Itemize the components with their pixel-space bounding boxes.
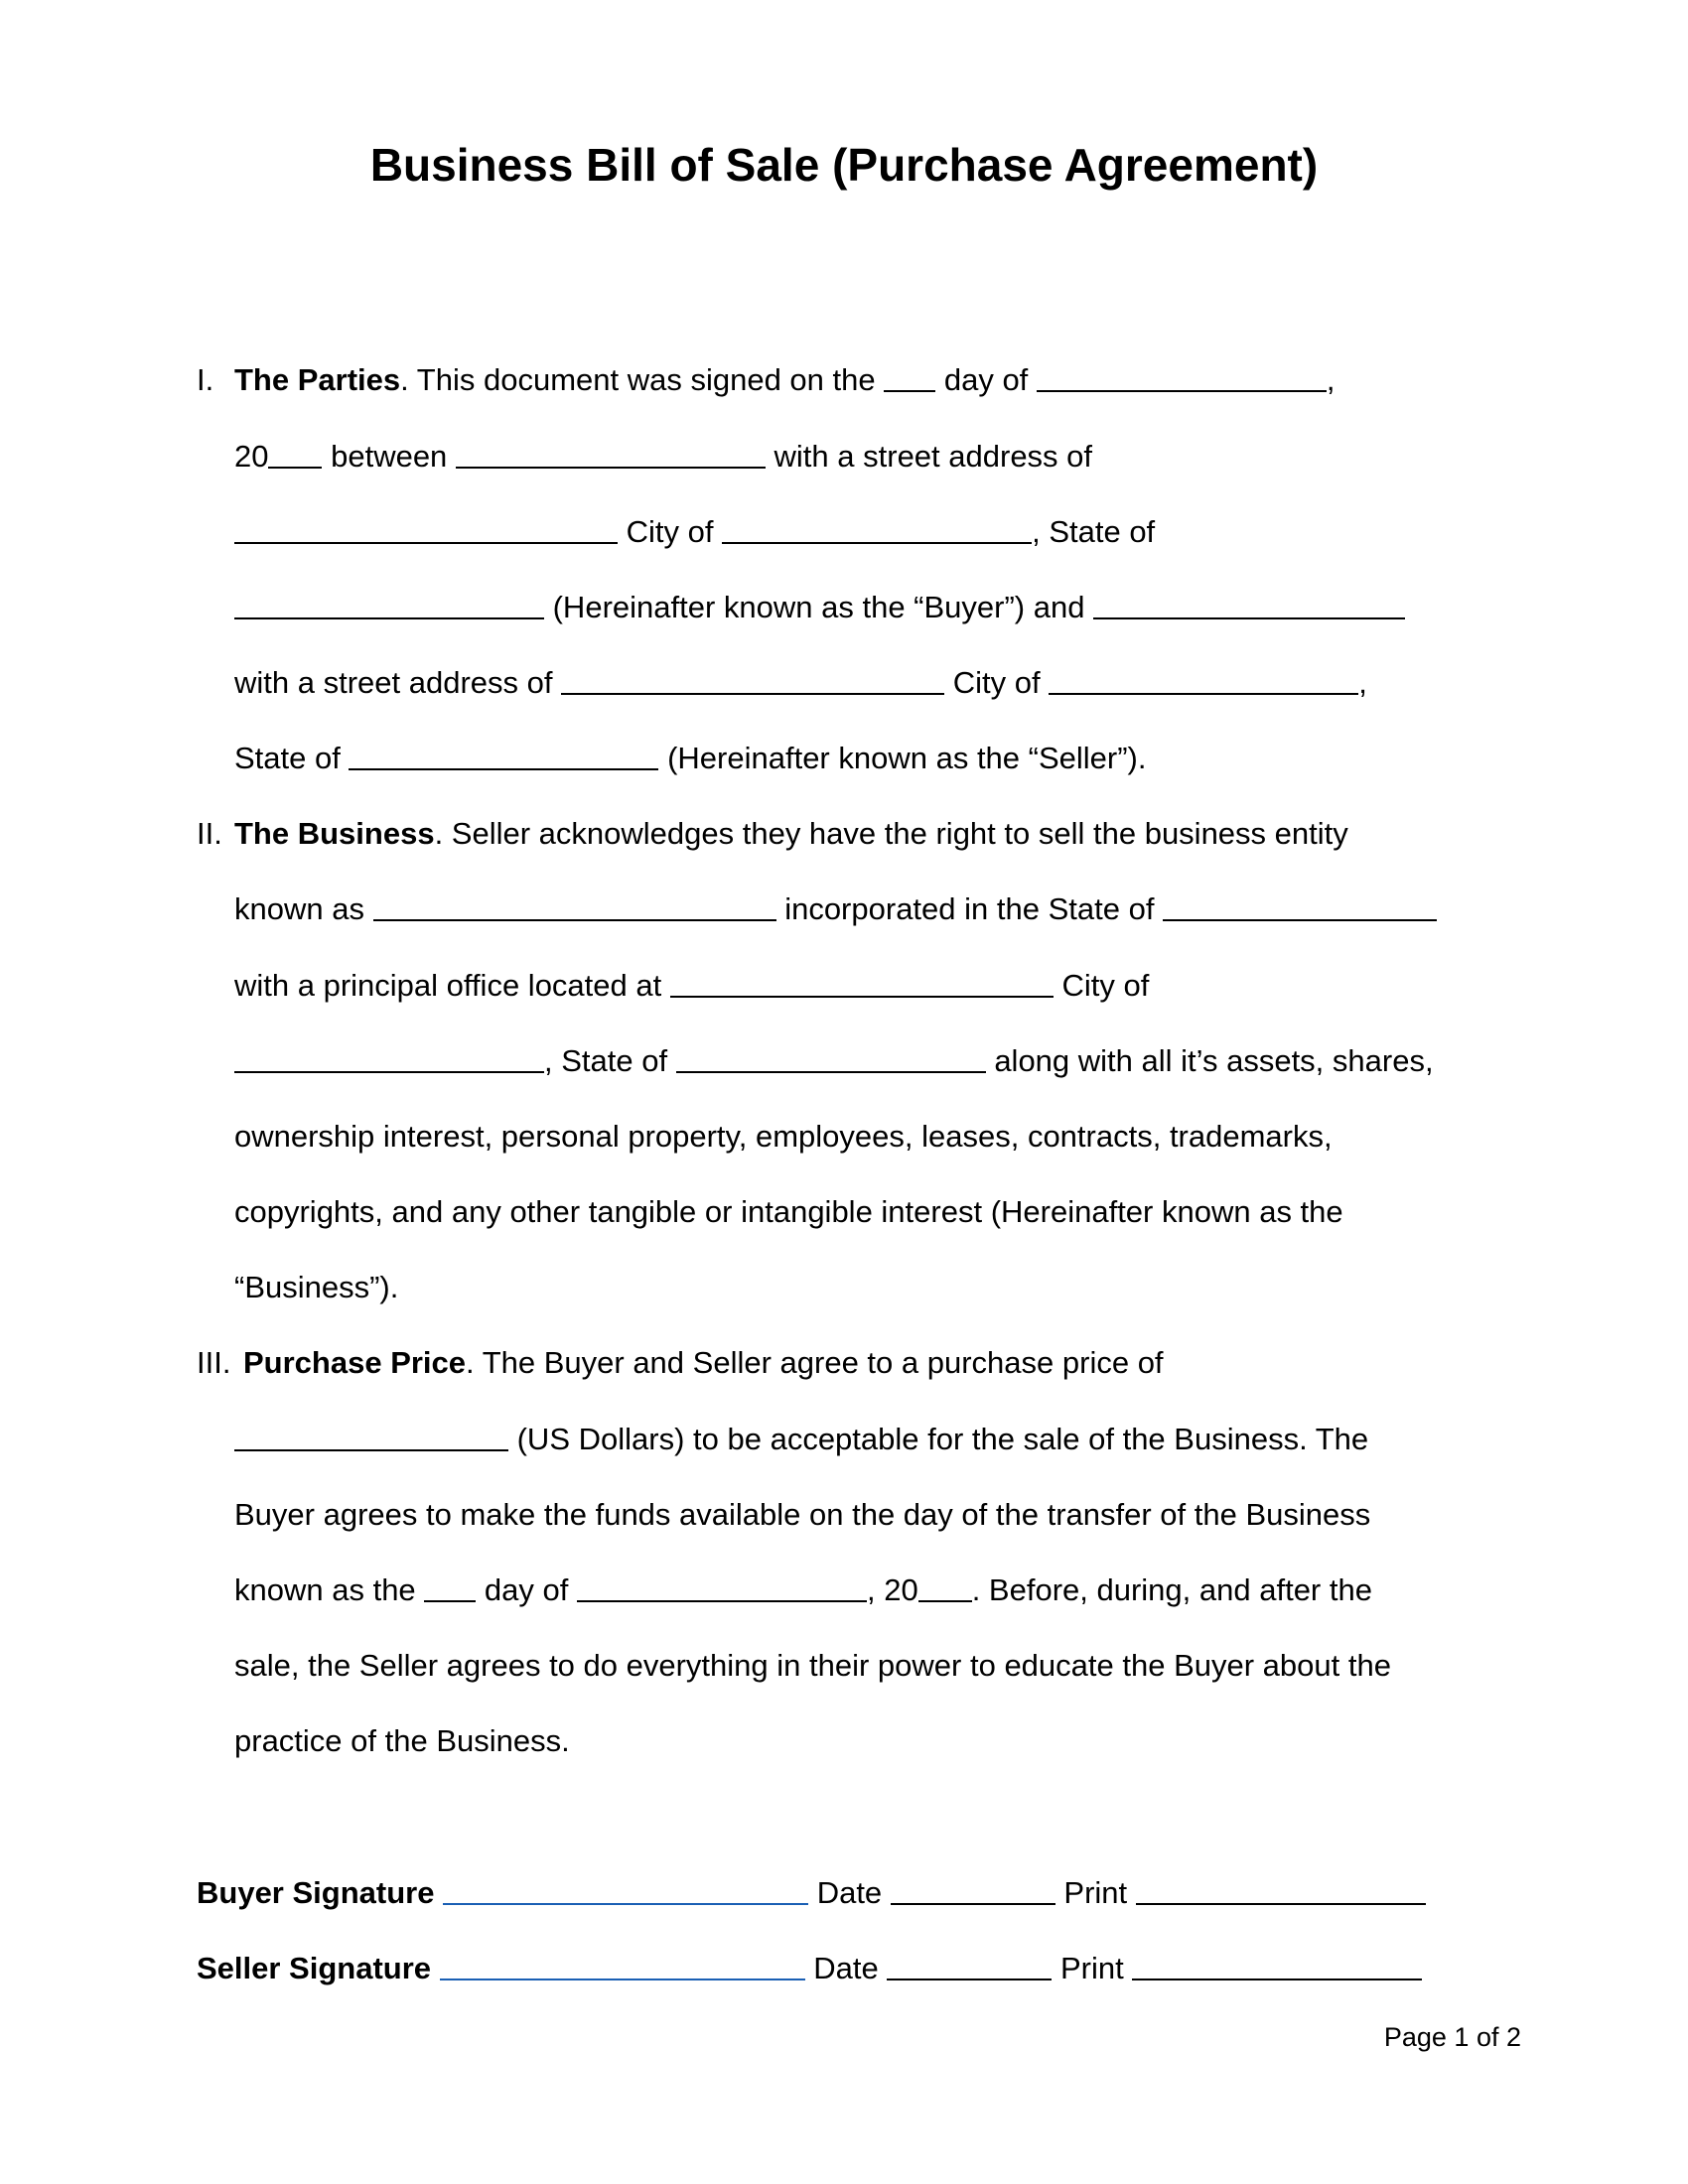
- date-label: Date: [804, 1951, 888, 1985]
- text: , State of: [544, 1043, 676, 1078]
- print-label: Print: [1052, 1951, 1133, 1985]
- date-label: Date: [808, 1875, 891, 1910]
- seller-signature-row: [197, 1949, 1422, 1988]
- seller-signature-field[interactable]: [440, 1949, 805, 1980]
- incorporation-state-field[interactable]: [1163, 889, 1437, 921]
- text: , 20: [866, 1572, 918, 1607]
- office-state-field[interactable]: [676, 1041, 986, 1073]
- day-field[interactable]: [884, 360, 935, 392]
- transfer-year-field[interactable]: [918, 1570, 972, 1602]
- seller-state-field[interactable]: [349, 739, 658, 770]
- section-2-line-4: [234, 1041, 1434, 1081]
- section-2-line-6: copyrights, and any other tangible or intangible interest (Hereinafter known as the: [234, 1194, 1343, 1229]
- buyer-date-field[interactable]: [891, 1873, 1055, 1905]
- section-3-line-3: Buyer agrees to make the funds available on the day of the transfer of the Business: [234, 1497, 1371, 1532]
- seller-city-field[interactable]: [1049, 663, 1358, 695]
- section-1-numeral: I.: [197, 362, 214, 397]
- seller-name-field[interactable]: [1093, 588, 1405, 619]
- page-number: Page 1 of 2: [1383, 2022, 1521, 2052]
- buyer-city-field[interactable]: [722, 512, 1032, 544]
- text: 20: [234, 439, 269, 474]
- text: . This document was signed on the: [400, 362, 885, 397]
- section-3-numeral: III.: [197, 1345, 231, 1380]
- section-3-line-4: [234, 1570, 1372, 1610]
- text: . Before, during, and after the: [971, 1572, 1372, 1607]
- text: ,: [1358, 665, 1367, 700]
- section-1-line-1: [234, 360, 1336, 400]
- text: along with all it’s assets, shares,: [985, 1043, 1434, 1078]
- text: between: [322, 439, 456, 474]
- section-1-line-5: [234, 663, 1367, 703]
- buyer-print-field[interactable]: [1136, 1873, 1426, 1905]
- text: . Seller acknowledges they have the right to sell the business entity: [434, 816, 1348, 851]
- text: ,: [1326, 362, 1336, 397]
- text: (Hereinafter known as the “Seller”).: [658, 741, 1147, 775]
- section-2-line-1: [234, 814, 1348, 854]
- section-2-line-2: [234, 889, 1437, 929]
- seller-date-field[interactable]: [887, 1949, 1052, 1980]
- document-title: Business Bill of Sale (Purchase Agreement): [369, 139, 1319, 191]
- text: , State of: [1032, 514, 1156, 549]
- text: City of: [944, 665, 1050, 700]
- section-2-line-5: ownership interest, personal property, employees, leases, contracts, trademarks,: [234, 1119, 1333, 1154]
- section-1-line-3: [234, 512, 1155, 552]
- text: known as: [234, 891, 373, 926]
- buyer-signature-row: [197, 1873, 1426, 1913]
- office-address-field[interactable]: [670, 966, 1054, 998]
- office-city-field[interactable]: [234, 1041, 544, 1073]
- year-field[interactable]: [268, 437, 322, 469]
- text: . The Buyer and Seller agree to a purchase price of: [466, 1345, 1164, 1380]
- section-3-line-6: practice of the Business.: [234, 1723, 570, 1758]
- text: with a street address of: [234, 665, 562, 700]
- section-2-heading: The Business: [234, 816, 435, 851]
- buyer-signature-field[interactable]: [443, 1873, 808, 1905]
- section-3-line-1: [243, 1343, 1164, 1383]
- text: with a principal office located at: [234, 968, 670, 1003]
- section-1-line-4: [234, 588, 1405, 627]
- text: known as the: [234, 1572, 425, 1607]
- buyer-street-field[interactable]: [234, 512, 618, 544]
- text: City of: [1053, 968, 1150, 1003]
- buyer-signature-label: Buyer Signature: [197, 1875, 435, 1910]
- section-1-line-2: [234, 437, 1092, 477]
- month-field[interactable]: [1037, 360, 1327, 392]
- business-name-field[interactable]: [373, 889, 776, 921]
- transfer-month-field[interactable]: [577, 1570, 867, 1602]
- seller-street-field[interactable]: [561, 663, 944, 695]
- text: (US Dollars) to be acceptable for the sale of the Business. The: [508, 1422, 1369, 1456]
- seller-print-field[interactable]: [1132, 1949, 1422, 1980]
- text: day of: [935, 362, 1037, 397]
- section-2-line-7: “Business”).: [234, 1270, 399, 1304]
- section-1-line-6: [234, 739, 1147, 778]
- text: incorporated in the State of: [775, 891, 1164, 926]
- buyer-state-field[interactable]: [234, 588, 544, 619]
- print-label: Print: [1055, 1875, 1136, 1910]
- text: day of: [476, 1572, 577, 1607]
- text: State of: [234, 741, 350, 775]
- text: with a street address of: [765, 439, 1093, 474]
- section-1-heading: The Parties: [234, 362, 401, 397]
- transfer-day-field[interactable]: [424, 1570, 476, 1602]
- purchase-price-field[interactable]: [234, 1420, 508, 1451]
- section-2-numeral: II.: [197, 816, 222, 851]
- buyer-name-field[interactable]: [456, 437, 766, 469]
- section-3-line-5: sale, the Seller agrees to do everything in their power to educate the Buyer about the: [234, 1648, 1391, 1683]
- section-2-line-3: [234, 966, 1149, 1006]
- section-3-line-2: [234, 1420, 1368, 1459]
- text: City of: [618, 514, 723, 549]
- text: (Hereinafter known as the “Buyer”) and: [544, 590, 1094, 624]
- seller-signature-label: Seller Signature: [197, 1951, 432, 1985]
- section-3-heading: Purchase Price: [243, 1345, 467, 1380]
